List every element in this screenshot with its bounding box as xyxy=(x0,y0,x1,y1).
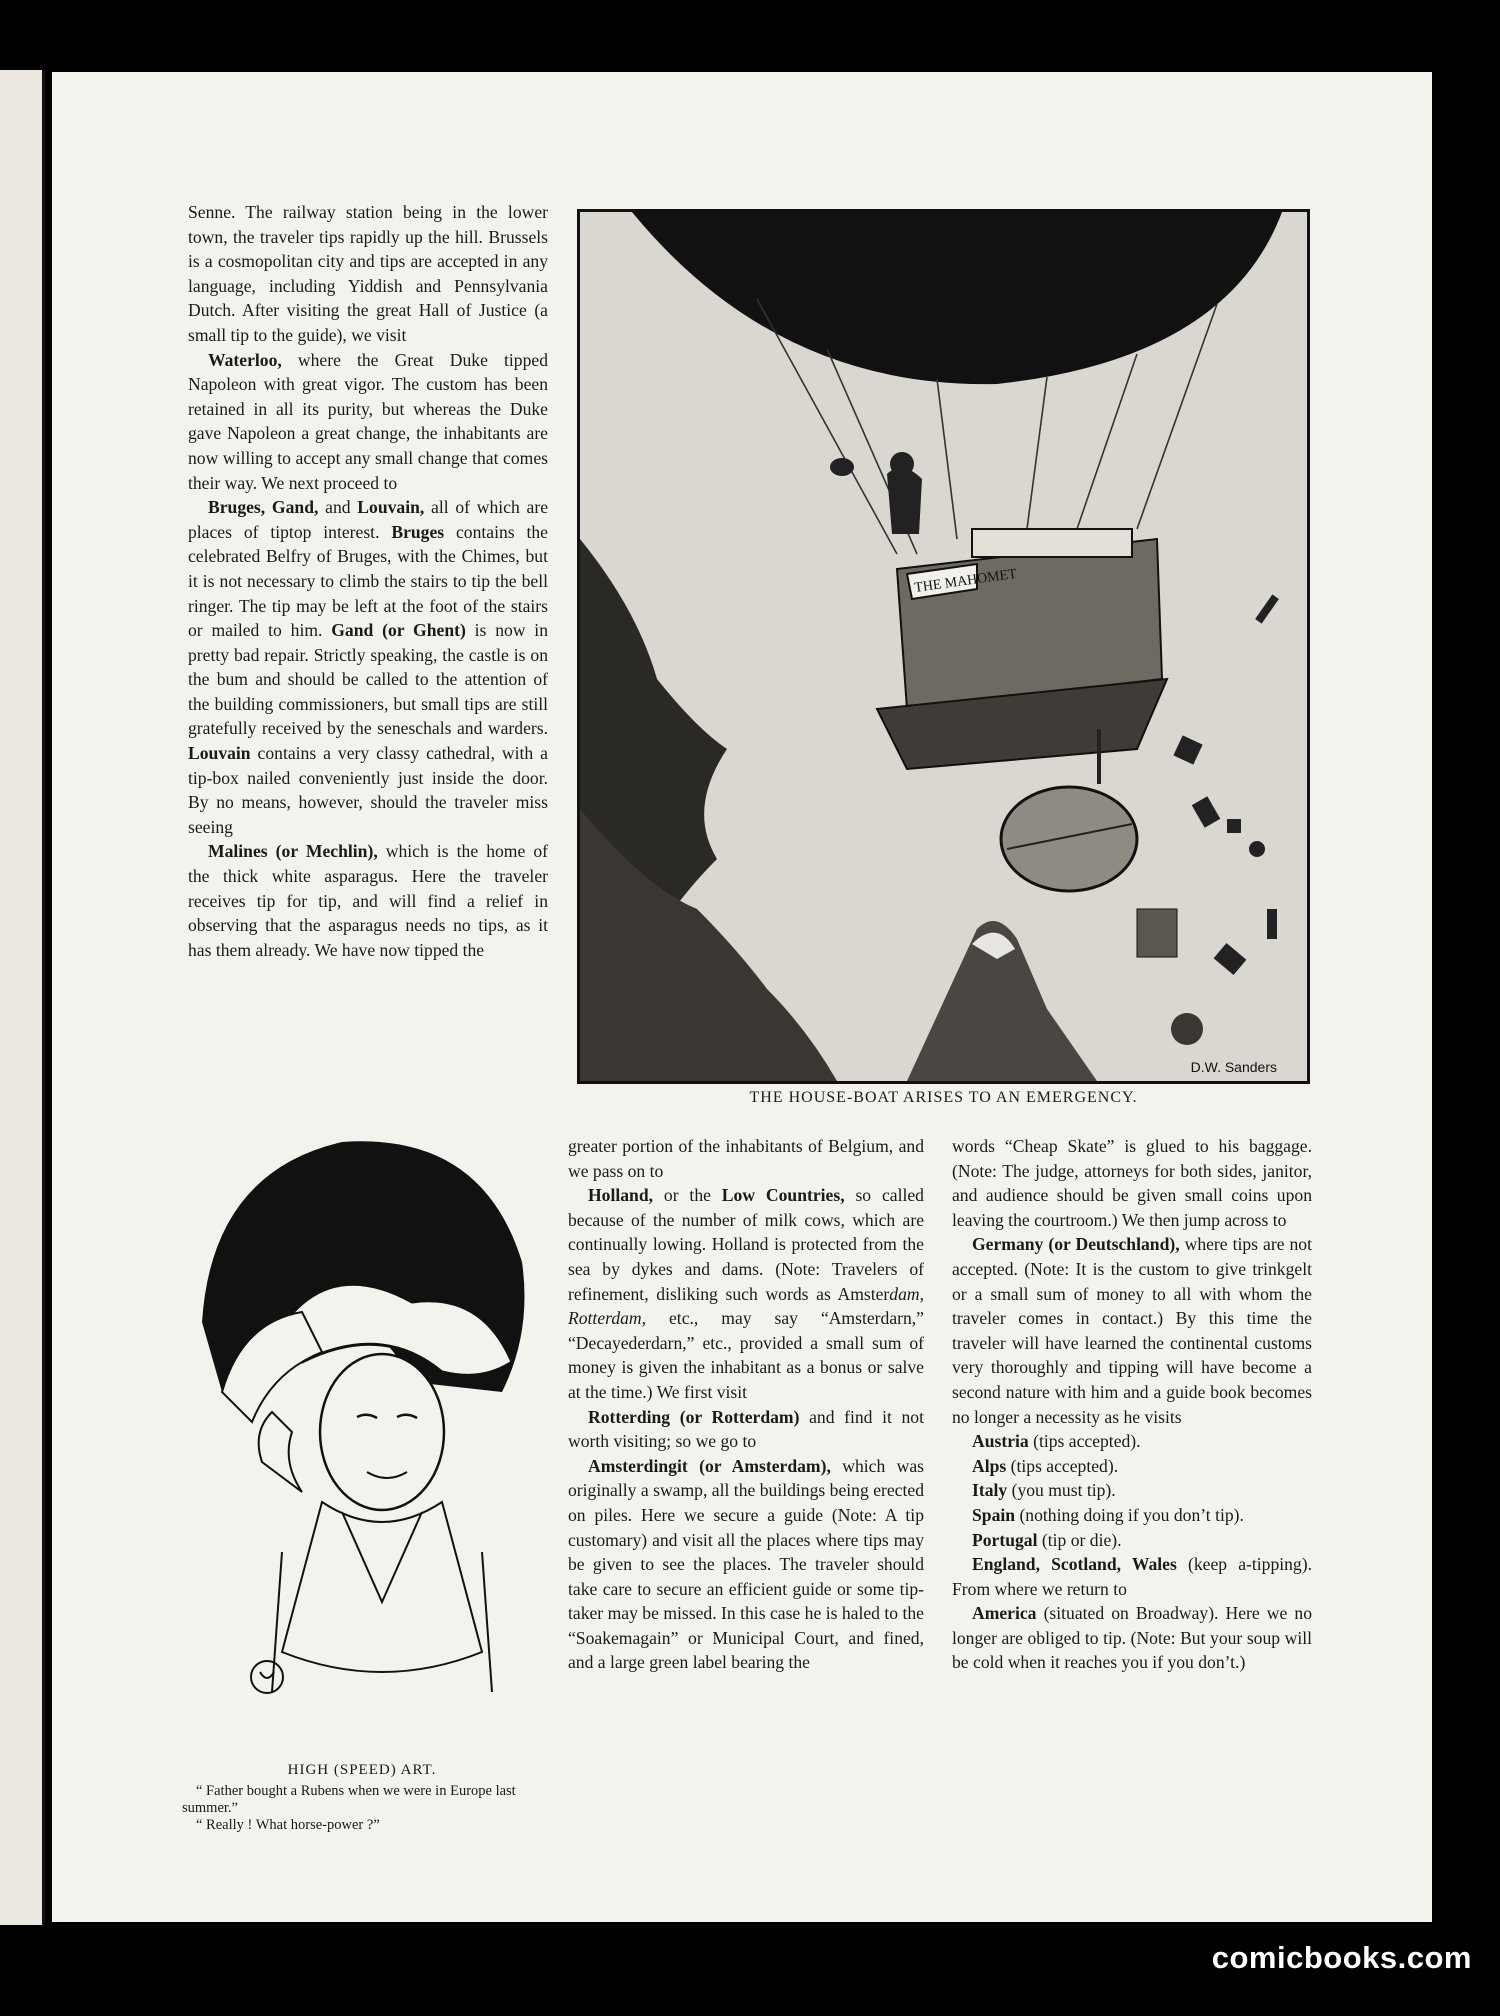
right-text-column xyxy=(952,1134,1312,1675)
paragraph: Germany (or Deutschland), where tips are not accepted. (Note: It is the custom to give trinkgelt or a small sum of money to all with whom the traveler comes in contact.) By this time the traveler will have learned the continental customs very thoroughly and tipping will have become a second nature with him and a guide book becomes no longer a necessity as he visits xyxy=(952,1234,1312,1427)
high-speed-art-illustration xyxy=(182,1132,542,1742)
list-item: Alps (tips accepted). xyxy=(972,1455,1119,1476)
paragraph: Holland, or the Low Countries, so called because of the number of milk cows, which are continually lowing. Holland is protected from the sea by dykes and dams. (Note: Travelers of refinement, disliking such words as Amsterdam, Rotterdam, etc., may say “Amsterdarn,” “Decayederdarn,” etc., provided a small sum of money is given the inhabitant as a bonus or salve at the time.) We first visit xyxy=(568,1185,924,1402)
paragraph: America (situated on Broadway). Here we no longer are obliged to tip. (Note: But your soup will be cold when it reaches you if you don’t.) xyxy=(952,1603,1312,1673)
paragraph: Malines (or Mechlin), which is the home of the thick white asparagus. Here the traveler receives tip for tip, and will find a relief in observing that the asparagus needs no tips, as it has them already. We have now tipped the xyxy=(188,841,548,960)
paragraph: Senne. The railway station being in the lower town, the traveler tips rapidly up the hill. Brussels is a cosmopolitan city and tips are accepted in any language, including Yiddish and Pennsylvania Dutch. After visiting the great Hall of Justice (a small tip to the guide), we visit xyxy=(188,202,548,345)
list-item: Portugal (tip or die). xyxy=(972,1529,1122,1550)
balloon-illustration xyxy=(577,209,1310,1084)
left-text-column xyxy=(188,200,548,962)
top-illustration-caption: THE HOUSE-BOAT ARISES TO AN EMERGENCY. xyxy=(749,1089,1138,1106)
balloon-houseboat-image xyxy=(577,209,1310,1084)
magazine-page xyxy=(52,72,1432,1922)
paragraph: Waterloo, where the Great Duke tipped Napoleon with great vigor. The custom has been retained in all its purity, but whereas the Duke gave Napoleon a great change, the inhabitants are now willing to accept any small change that comes their way. We next proceed to xyxy=(188,349,548,493)
caption-line: “ Father bought a Rubens when we were in Europe last summer.” xyxy=(182,1783,516,1816)
paragraph: Rotterding (or Rotterdam) and find it not worth visiting; so we go to xyxy=(568,1406,924,1452)
site-watermark: comicbooks.com xyxy=(1211,1940,1472,1975)
middle-text-column xyxy=(568,1134,924,1675)
high-speed-art-caption xyxy=(182,1762,542,1834)
woman-in-hat-sketch xyxy=(182,1132,542,1742)
list-item: Spain (nothing doing if you don’t tip). xyxy=(972,1504,1244,1525)
paragraph: Amsterdingit (or Amsterdam), which was originally a swamp, all the buildings being erected on piles. Here we secure a guide (Note: A tip customary) and visit all the places where tips may be given to see the places. The traveler should take care to secure an efficient guide or some tip-taker may be missed. In this case he is haled to the “Soakemagain” or Municipal Court, and fined, and a large green label bearing the xyxy=(568,1455,924,1673)
houseboat-sign: THE MAHOMET xyxy=(913,566,1018,596)
list-item: England, Scotland, Wales (keep a-tipping). From where we return to xyxy=(952,1554,1312,1599)
paragraph: Bruges, Gand, and Louvain, all of which are places of tiptop interest. Bruges contains the celebrated Belfry of Bruges, with the Chimes, but it is not necessary to climb the stairs to tip the bell ringer. The tip may be left at the foot of the stairs or mailed to him. Gand (or Ghent) is now in pretty bad repair. Strictly speaking, the castle is on the bum and should be called to the attention of the building commissioners, but small tips are still gratefully received by the seneschals and warders. Louvain contains a very classy cathedral, with a tip-box nailed conveniently just inside the door. By no means, however, should the traveler miss seeing xyxy=(188,497,548,837)
previous-page-edge xyxy=(0,70,45,1925)
caption-line: “ Really ! What horse-power ?” xyxy=(196,1817,380,1833)
paragraph: greater portion of the inhabitants of Belgium, and we pass on to xyxy=(568,1136,924,1181)
caption-title: HIGH (SPEED) ART. xyxy=(287,1762,437,1778)
paragraph: words “Cheap Skate” is glued to his baggage. (Note: The judge, attorneys for both sides, janitor, and audience should be given small coins upon leaving the courtroom.) We then jump across to xyxy=(952,1136,1312,1230)
artist-signature: D.W. Sanders xyxy=(1190,1059,1277,1075)
list-item: Italy (you must tip). xyxy=(972,1480,1116,1501)
list-item: Austria (tips accepted). xyxy=(972,1431,1141,1452)
